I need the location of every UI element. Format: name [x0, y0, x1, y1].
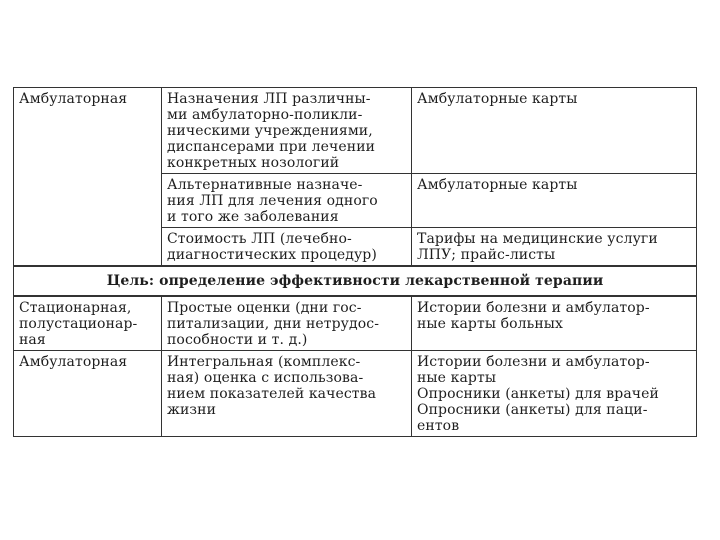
task-line: нием показателей качества: [167, 386, 377, 402]
task-line: питализации, дни нетрудос-: [167, 316, 380, 332]
sources-line: Тарифы на медицинские услуги: [417, 231, 658, 247]
level-line: Амбулаторная: [19, 354, 128, 370]
task-line: Назначения ЛП различны-: [167, 91, 371, 107]
sources-line: Амбулаторные карты: [417, 177, 578, 193]
sources-cell: [412, 174, 697, 228]
task-line: и того же заболевания: [167, 209, 339, 225]
sources-line: ные карты больных: [417, 316, 564, 332]
sources-cell: [412, 296, 697, 351]
level-line: Стационарная,: [19, 300, 132, 316]
sources-line: ентов: [417, 418, 460, 434]
sources-cell: [412, 228, 697, 267]
task-line: Интегральная (комплекс-: [167, 354, 361, 370]
task-line: ния ЛП для лечения одного: [167, 193, 378, 209]
document-table: [13, 87, 697, 437]
level-cell: [14, 174, 162, 228]
task-line: ная) оценка с использова-: [167, 370, 364, 386]
sources-line: Истории болезни и амбулатор-: [417, 300, 650, 316]
sources-line: Амбулаторные карты: [417, 91, 578, 107]
task-line: Простые оценки (дни гос-: [167, 300, 362, 316]
table-row: [14, 174, 697, 228]
task-line: Альтернативные назначе-: [167, 177, 363, 193]
goal-row: [14, 266, 697, 296]
task-cell: [162, 88, 412, 174]
sources-line: ЛПУ; прайс-листы: [417, 247, 556, 263]
task-cell: [162, 351, 412, 437]
table-row: [14, 88, 697, 174]
sources-line: Опросники (анкеты) для паци-: [417, 402, 648, 418]
level-cell: [14, 88, 162, 174]
table-row: [14, 296, 697, 351]
sources-line: Истории болезни и амбулатор-: [417, 354, 650, 370]
level-line: ная: [19, 332, 46, 348]
goal-heading: Цель: определение эффективности лекарственной терапии: [14, 266, 697, 296]
sources-line: Опросники (анкеты) для врачей: [417, 386, 659, 402]
table-row: [14, 351, 697, 437]
task-line: Стоимость ЛП (лечебно-: [167, 231, 352, 247]
level-line: полустационар-: [19, 316, 138, 332]
level-text: Амбулаторная: [19, 91, 128, 107]
task-line: диспансерами при лечении: [167, 139, 376, 155]
task-line: диагностических процедур): [167, 247, 377, 263]
sources-line: ные карты: [417, 370, 497, 386]
task-line: ническими учреждениями,: [167, 123, 373, 139]
sources-cell: [412, 88, 697, 174]
task-cell: [162, 174, 412, 228]
task-line: ми амбулаторно-поликли-: [167, 107, 363, 123]
task-line: пособности и т. д.): [167, 332, 308, 348]
task-line: конкретных нозологий: [167, 155, 340, 171]
table-row: [14, 228, 697, 267]
level-cell: [14, 351, 162, 437]
task-cell: [162, 296, 412, 351]
task-line: жизни: [167, 402, 217, 418]
level-cell: [14, 296, 162, 351]
sources-cell: [412, 351, 697, 437]
level-cell: [14, 228, 162, 267]
task-cell: [162, 228, 412, 267]
